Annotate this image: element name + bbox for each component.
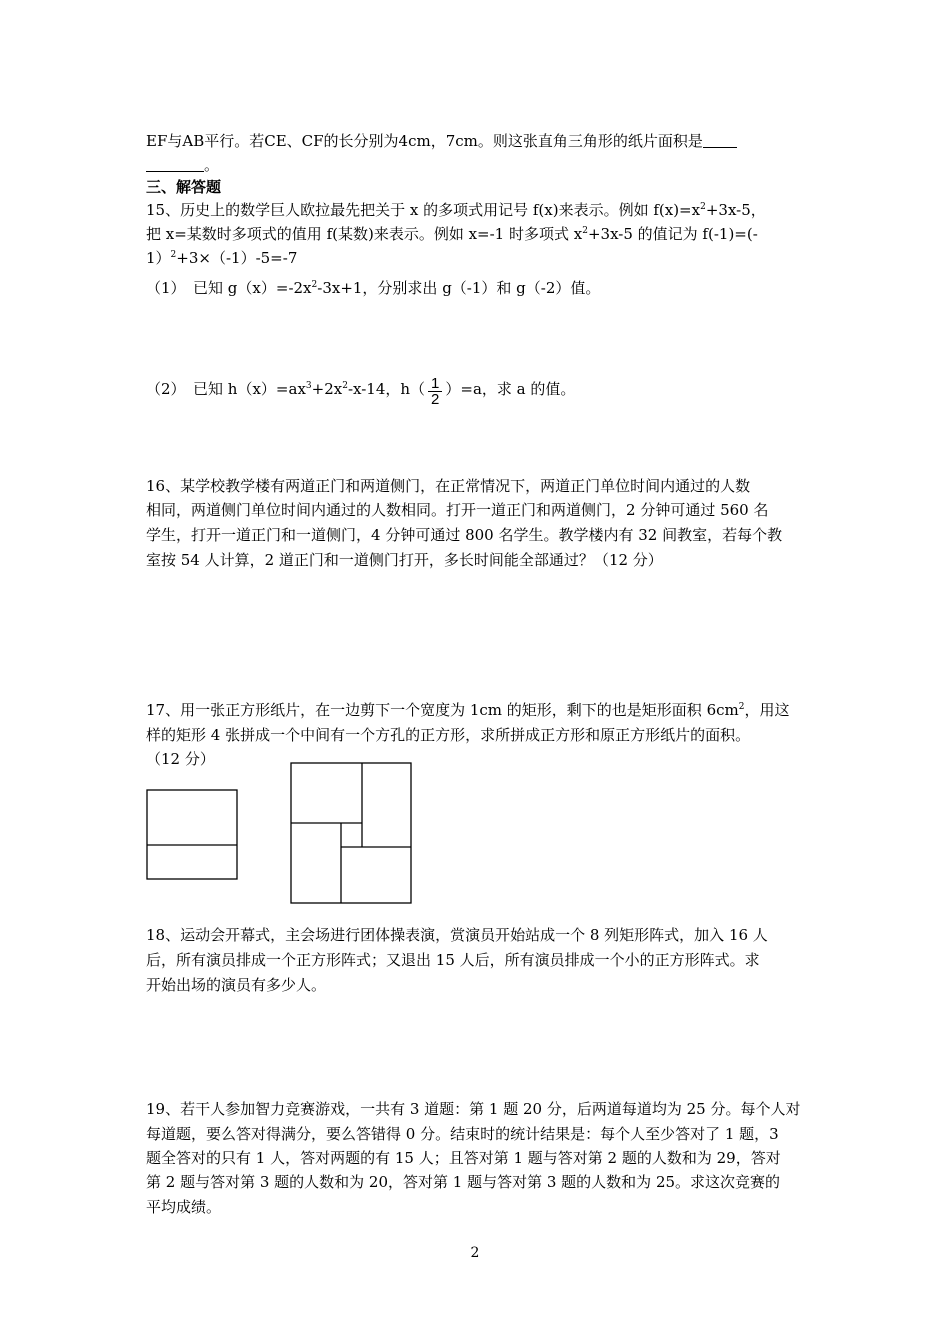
q19-line1: 19、若干人参加智力竞赛游戏，一共有 3 道题：第 1 题 20 分，后两道每道均为 25 分。每个人对 (146, 1100, 801, 1118)
q19-line5: 平均成绩。 (146, 1198, 222, 1216)
q18-line1: 18、运动会开幕式，主会场进行团体操表演，赏演员开始站成一个 8 列矩形阵式，加入 16 人 (146, 926, 768, 944)
answer-blank (703, 133, 737, 148)
q15-line2: 把 x=某数时多项式的值用 f(某数)来表示。例如 x=-1 时多项式 $x^2+3x-5$ 的值记为 f(-1)=(- (146, 225, 758, 243)
q19-line3: 题全答对的只有 1 人，答对两题的有 15 人；且答对第 1 题与答对第 2 题的人数和为 29，答对 (146, 1149, 781, 1167)
fraction-one-half: $\frac{1}{2}$ (428, 376, 442, 407)
q15-line3: 1）$^2$+3×（-1）-5=-7 (146, 249, 298, 267)
q14-tail-line1: EF与AB平行。若CE、CF的长分别为4cm，7cm。则这张直角三角形的纸片面积是 (146, 131, 816, 151)
q17-line2: 样的矩形 4 张拼成一个中间有一个方孔的正方形，求所拼成正方形和原正方形纸片的面积。 (146, 726, 751, 744)
q19-line2: 每道题，要么答对得满分，要么答错得 0 分。结束时的统计结果是：每个人至少答对了 1 题，3 (146, 1125, 779, 1143)
q17-line3: （12 分） (146, 750, 215, 768)
q16-line3: 学生，打开一道正门和一道侧门，4 分钟可通过 800 名学生。教学楼内有 32 间教室，若每个教 (146, 526, 783, 544)
q18-line3: 开始出场的演员有多少人。 (146, 976, 327, 994)
answer-blank (146, 157, 204, 172)
q15-part1: （1） 已知 $g(x)=-2x^2-3x+1$，分别求出 g（-1）和 g（-2）值。 (146, 279, 601, 297)
q15-part2: （2） 已知 $h(x)=ax^3+2x^2-x-14$，h（ $\frac{1}{2}$ ）=a，求 a 的值。 (146, 375, 576, 408)
page-number: 2 (470, 1245, 480, 1261)
q17-line1: 17、用一张正方形纸片，在一边剪下一个宽度为 1cm 的矩形，剩下的也是矩形面积 $6cm^2$，用这 (146, 701, 790, 719)
q19-line4: 第 2 题与答对第 3 题的人数和为 20，答对第 1 题与答对第 3 题的人数和为 25。求这次竞赛的 (146, 1173, 781, 1191)
q14-tail-line2: 。 (146, 155, 816, 175)
q15-line1: 15、历史上的数学巨人欧拉最先把关于 x 的多项式用记号 f(x)来表示。例如 $f(x)=x^2+3x-5$， (146, 201, 766, 219)
section-title: 三、解答题 (146, 178, 222, 196)
figure-square-with-hole (290, 762, 413, 905)
q18-line2: 后，所有演员排成一个正方形阵式；又退出 15 人后，所有演员排成一个小的正方形阵式。求 (146, 951, 760, 969)
figure-cut-rectangle (146, 789, 239, 882)
q16-line2: 相同，两道侧门单位时间内通过的人数相同。打开一道正门和两道侧门，2 分钟可通过 560 名 (146, 501, 769, 519)
q16-line4: 室按 54 人计算，2 道正门和一道侧门打开，多长时间能全部通过？（12 分） (146, 551, 663, 569)
q16-line1: 16、某学校教学楼有两道正门和两道侧门，在正常情况下，两道正门单位时间内通过的人数 (146, 477, 751, 495)
